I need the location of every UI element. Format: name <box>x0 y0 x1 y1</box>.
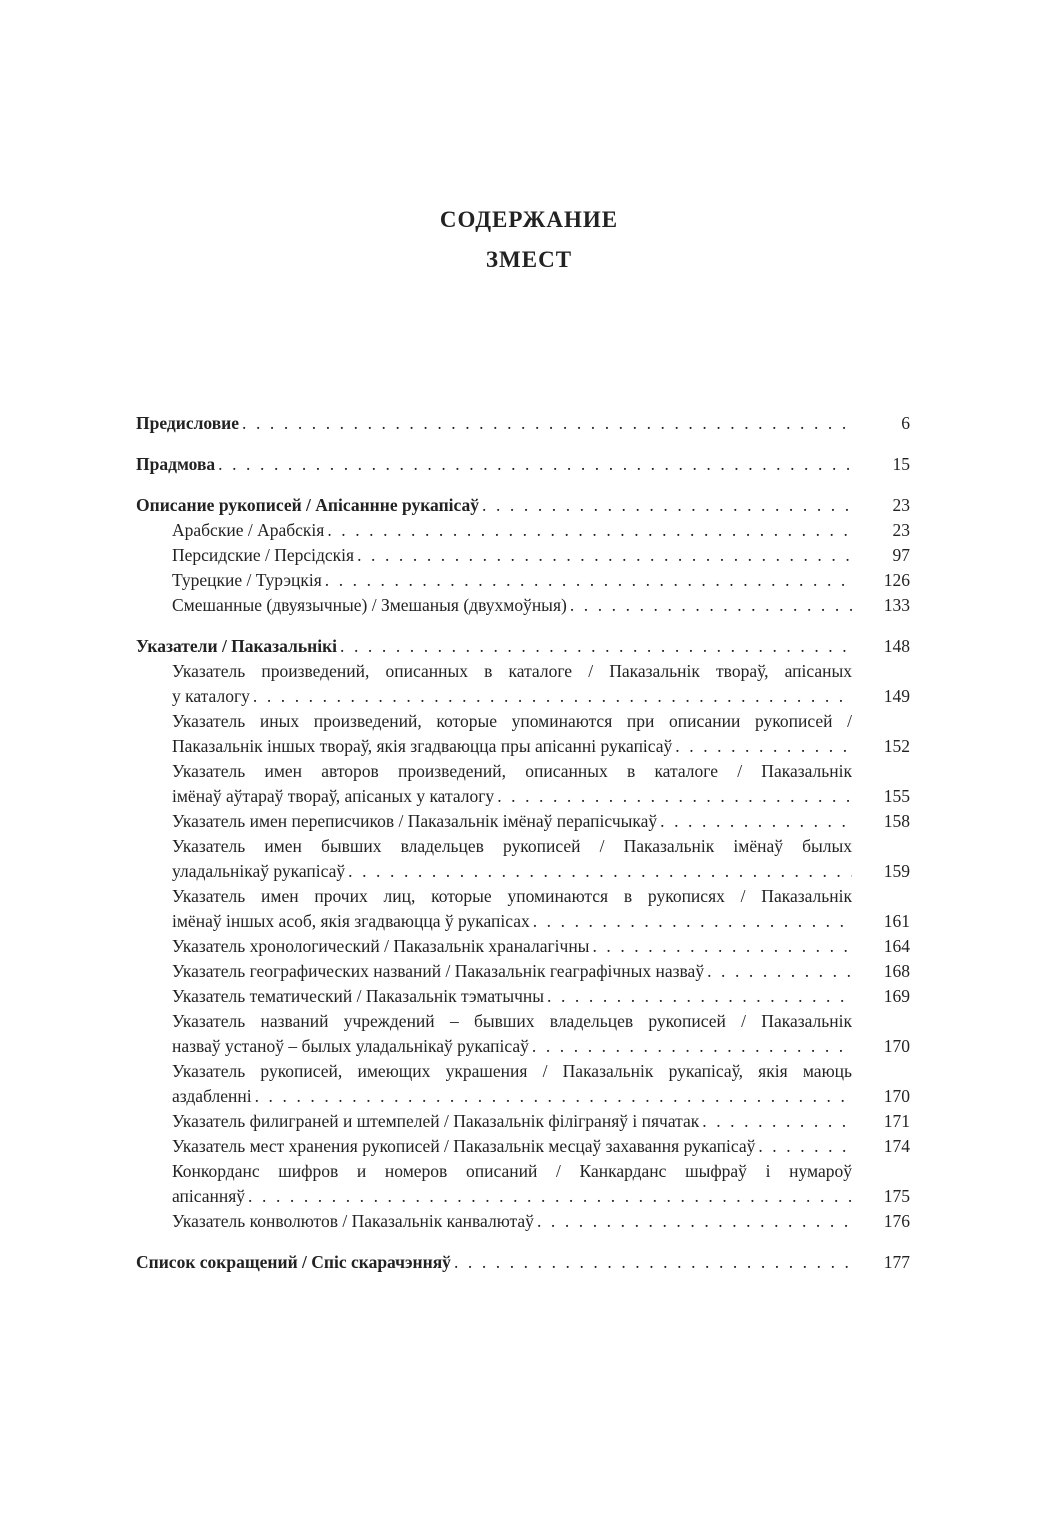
toc-entry-title: апісанняў <box>172 1186 246 1206</box>
toc-entry-title-line1: Указатель имен бывших владельцев рукописей / Паказальнік імёнаў былых <box>172 836 852 856</box>
toc-page-number: 161 <box>883 911 910 931</box>
toc-entry-title: Список сокращений / Спіс скарачэнняў <box>136 1252 451 1272</box>
toc-page-number: 6 <box>901 413 910 433</box>
toc-page-number: 176 <box>883 1211 910 1231</box>
toc-entry-title: Указатель хронологический / Паказальнік храналагічны <box>172 936 590 956</box>
toc-entry-concordance[interactable] <box>136 1159 910 1209</box>
toc-page-number: 148 <box>883 636 910 656</box>
toc-page-number: 171 <box>883 1111 910 1131</box>
toc-page-number: 169 <box>883 986 910 1006</box>
toc-page-number: 164 <box>883 936 910 956</box>
toc-entry-indexes[interactable] <box>136 634 910 659</box>
toc-entry-title: Турецкие / Турэцкія <box>172 570 322 590</box>
toc-entry-arabic[interactable] <box>136 518 910 543</box>
toc-entry-title-line1: Указатель иных произведений, которые упоминаются при описании рукописей / <box>172 711 852 731</box>
toc-entry-index-institutions[interactable] <box>136 1009 910 1059</box>
toc-entry-index-thematic[interactable] <box>136 984 910 1009</box>
toc-entry-title: Указатель конволютов / Паказальнік канвалютаў <box>172 1211 534 1231</box>
toc-entry-title: Паказальнік іншых твораў, якія згадваюцца пры апісанні рукапісаў <box>172 736 673 756</box>
toc-entry-index-works[interactable] <box>136 659 910 709</box>
toc-page-number: 23 <box>892 520 910 540</box>
table-of-contents <box>136 411 910 1275</box>
toc-entry-title-line1: Указатель имен прочих лиц, которые упоминаются в рукописях / Паказальнік <box>172 886 852 906</box>
toc-entry-title: аздабленні <box>172 1086 252 1106</box>
toc-entry-index-scribes[interactable] <box>136 809 910 834</box>
toc-entry-preface-ru[interactable] <box>136 411 910 436</box>
toc-entry-title: Указатель тематический / Паказальнік тэматычны <box>172 986 545 1006</box>
toc-entry-title-line1: Указатель имен авторов произведений, описанных в каталоге / Паказальнік <box>172 761 852 781</box>
toc-page-number: 23 <box>892 495 910 515</box>
toc-entry-index-chronological[interactable] <box>136 934 910 959</box>
toc-entry-index-owners[interactable] <box>136 834 910 884</box>
toc-entry-title: імёнаў аўтараў твораў, апісаных у каталогу <box>172 786 495 806</box>
toc-entry-index-geographic[interactable] <box>136 959 910 984</box>
toc-entry-abbreviations[interactable] <box>136 1250 910 1275</box>
toc-page-number: 149 <box>883 686 910 706</box>
toc-entry-index-other-works[interactable] <box>136 709 910 759</box>
page-title-ru: СОДЕРЖАНИЕ <box>439 207 619 232</box>
toc-entry-index-locations[interactable] <box>136 1134 910 1159</box>
toc-entry-preface-be[interactable] <box>136 452 910 477</box>
toc-entry-title: Арабские / Арабскія <box>172 520 325 540</box>
toc-entry-title: у каталогу <box>172 686 250 706</box>
toc-entry-mixed[interactable] <box>136 593 910 618</box>
toc-entry-title: Смешанные (двуязычные) / Змешаныя (двухмоўныя) <box>172 595 567 615</box>
toc-page-number: 126 <box>883 570 910 590</box>
toc-page-number: 170 <box>883 1036 910 1056</box>
toc-page-number: 159 <box>883 861 910 881</box>
toc-entry-title-line1: Указатель названий учреждений – бывших владельцев рукописей / Паказальнік <box>172 1011 852 1031</box>
toc-entry-title-line1: Указатель рукописей, имеющих украшения / Паказальнік рукапісаў, якія маюць <box>172 1061 852 1081</box>
toc-entry-title-line1: Указатель произведений, описанных в каталоге / Паказальнік твораў, апісаных <box>172 661 852 681</box>
toc-entry-title: Персидские / Персідскія <box>172 545 355 565</box>
toc-entry-index-persons[interactable] <box>136 884 910 934</box>
toc-entry-title-line1: Конкорданс шифров и номеров описаний / Канкарданс шыфраў і нумароў <box>172 1161 852 1181</box>
toc-entry-persian[interactable] <box>136 543 910 568</box>
toc-page-number: 168 <box>883 961 910 981</box>
toc-entry-index-decorations[interactable] <box>136 1059 910 1109</box>
toc-entry-title: Указатель мест хранения рукописей / Паказальнік месцаў захавання рукапісаў <box>172 1136 756 1156</box>
toc-page-number: 174 <box>883 1136 910 1156</box>
toc-page-number: 177 <box>883 1252 910 1272</box>
toc-entry-title: Указатель географических названий / Паказальнік геаграфічных назваў <box>172 961 705 981</box>
toc-entry-title: імёнаў іншых асоб, якія згадваюцца ў рукапісах <box>172 911 530 931</box>
toc-page-number: 158 <box>883 811 910 831</box>
toc-entry-index-watermarks[interactable] <box>136 1109 910 1134</box>
toc-entry-title: Указатель имен переписчиков / Паказальнік імёнаў перапісчыкаў <box>172 811 658 831</box>
page-title-be: ЗМЕСТ <box>485 247 573 272</box>
toc-page-number: 152 <box>883 736 910 756</box>
toc-page-number: 15 <box>892 454 910 474</box>
toc-entry-index-convolutes[interactable] <box>136 1209 910 1234</box>
toc-entry-index-authors[interactable] <box>136 759 910 809</box>
toc-page-number: 155 <box>883 786 910 806</box>
toc-entry-turkish[interactable] <box>136 568 910 593</box>
toc-entry-title: уладальнікаў рукапісаў <box>172 861 346 881</box>
toc-entry-title: Указатель филиграней и штемпелей / Паказальнік філіграняў і пячатак <box>172 1111 700 1131</box>
toc-entry-title: Описание рукописей / Апісаннне рукапісаў <box>136 495 480 515</box>
toc-entry-title: Предисловие <box>136 413 240 433</box>
toc-entry-title: Указатели / Паказальнікі <box>136 636 338 656</box>
toc-entry-title: назваў устаноў – былых уладальнікаў рукапісаў <box>172 1036 529 1056</box>
toc-page-number: 175 <box>883 1186 910 1206</box>
toc-page-number: 133 <box>883 595 910 615</box>
toc-entry-title: Прадмова <box>136 454 216 474</box>
toc-page-number: 97 <box>892 545 910 565</box>
toc-page-number: 170 <box>883 1086 910 1106</box>
toc-entry-descriptions[interactable] <box>136 493 910 518</box>
